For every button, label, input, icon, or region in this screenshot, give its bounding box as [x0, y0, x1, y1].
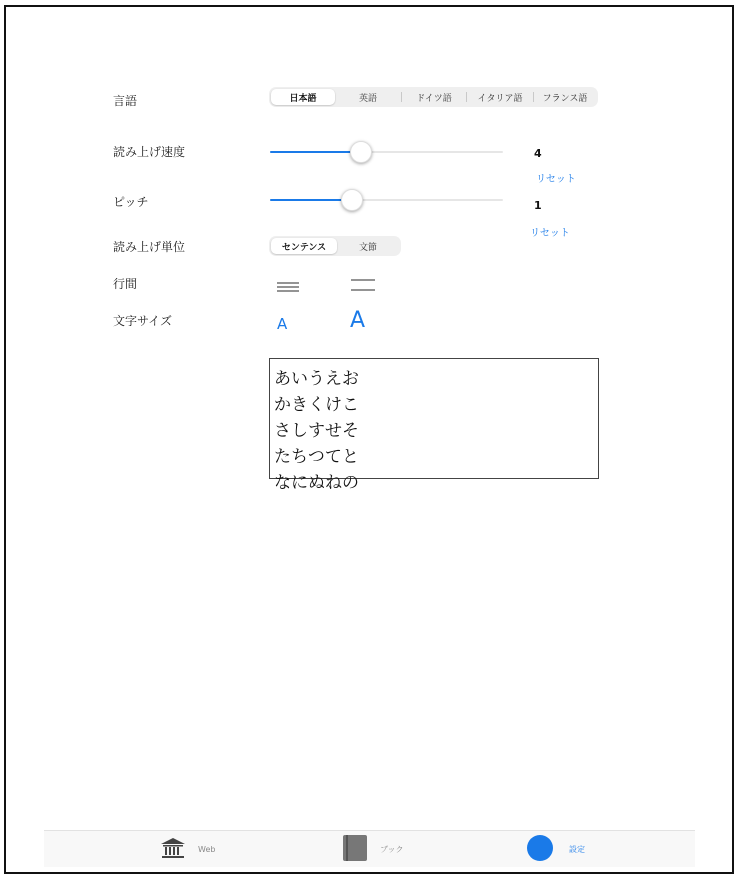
reading-unit-segmented-control	[269, 236, 401, 256]
narrow-line-spacing-icon[interactable]	[277, 278, 299, 297]
pitch-label: ピッチ	[113, 195, 149, 209]
speed-label: 読み上げ速度	[113, 145, 186, 159]
slider-fill	[270, 151, 361, 153]
tab-bar	[44, 830, 695, 867]
slider-thumb[interactable]	[350, 141, 372, 163]
speed-slider[interactable]	[270, 141, 503, 163]
language-option-french[interactable]: フランス語	[542, 93, 588, 104]
preview-line: あいうえお	[274, 369, 359, 389]
unit-option-phrase[interactable]: 文節	[358, 242, 377, 253]
language-option-italian[interactable]: イタリア語	[477, 93, 523, 104]
pitch-reset-button[interactable]: リセット	[530, 228, 570, 239]
wide-line-spacing-icon[interactable]	[351, 277, 375, 296]
language-option-japanese[interactable]: 日本語	[271, 89, 335, 105]
unit-option-sentence[interactable]: センテンス	[271, 238, 337, 254]
speed-value: 4	[534, 147, 542, 160]
language-label: 言語	[113, 94, 138, 108]
font-size-label: 文字サイズ	[113, 314, 173, 328]
small-font-button[interactable]: A	[277, 315, 288, 333]
language-option-german[interactable]: ドイツ語	[416, 93, 452, 104]
slider-thumb[interactable]	[341, 189, 363, 211]
line-spacing-label: 行間	[113, 277, 138, 291]
tab-settings-label: 設定	[569, 845, 585, 854]
book-icon	[342, 834, 368, 866]
preview-line: たちつてと	[274, 447, 359, 467]
settings-circle-icon	[527, 835, 553, 865]
reading-unit-label: 読み上げ単位	[113, 240, 186, 254]
pitch-value: 1	[534, 199, 542, 212]
language-segmented-control	[269, 87, 598, 107]
bank-icon	[160, 837, 186, 863]
speed-reset-button[interactable]: リセット	[536, 174, 576, 185]
large-font-button[interactable]: A	[350, 308, 366, 333]
tab-book[interactable]	[342, 831, 403, 868]
preview-line: なにぬねの	[274, 473, 359, 493]
preview-line: かきくけこ	[274, 395, 359, 415]
pitch-slider[interactable]	[270, 189, 503, 211]
slider-fill	[270, 199, 352, 201]
tab-settings[interactable]	[527, 831, 585, 868]
preview-line: さしすせそ	[274, 421, 359, 441]
text-preview-box[interactable]	[269, 358, 599, 493]
tab-web-label: Web	[198, 845, 216, 854]
language-option-english[interactable]: 英語	[358, 93, 377, 104]
tab-web[interactable]	[160, 831, 215, 868]
tab-book-label: ブック	[380, 845, 404, 854]
